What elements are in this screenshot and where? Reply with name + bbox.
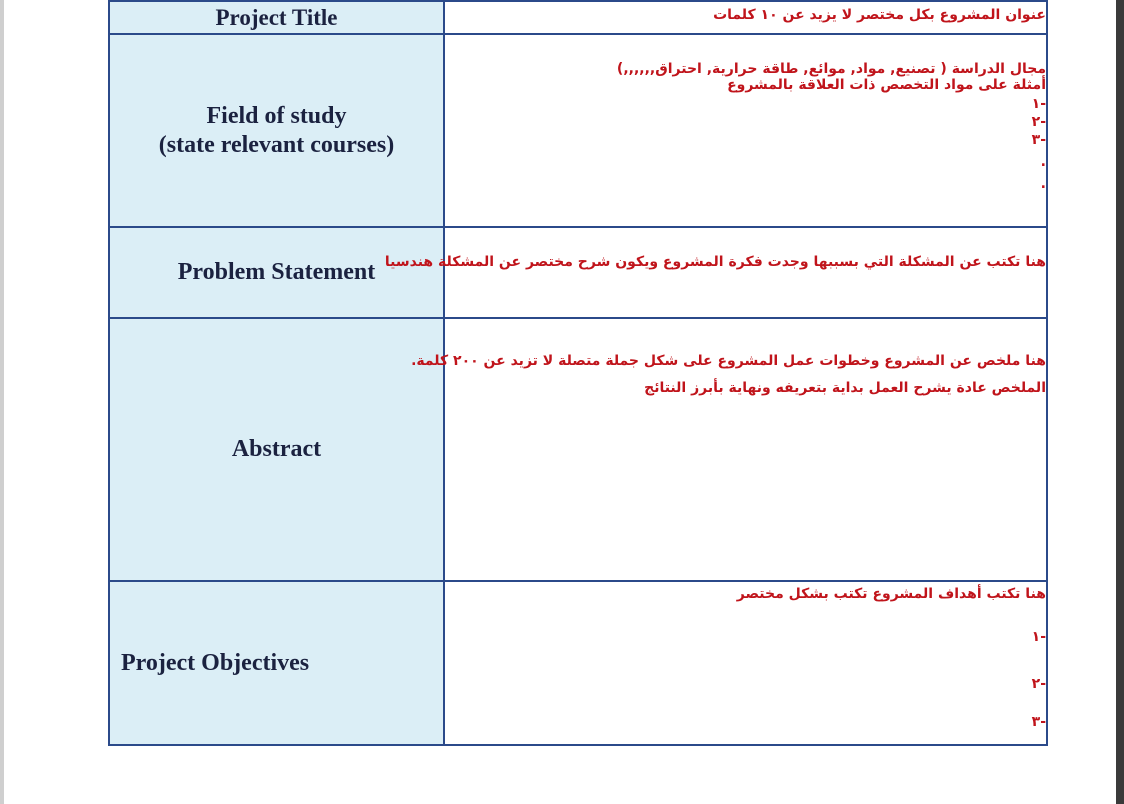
field-of-study-field[interactable] xyxy=(444,34,1047,227)
field-of-study-item-4: . xyxy=(1040,154,1046,170)
page-left-edge xyxy=(0,0,4,804)
project-title-hint: عنوان المشروع بكل مختصر لا يزيد عن ١٠ كلمات xyxy=(713,7,1046,23)
project-objectives-item-2: -٢ xyxy=(1031,676,1046,692)
project-objectives-item-3: -٣ xyxy=(1031,714,1046,730)
field-of-study-hint-line-1: مجال الدراسة ( تصنيع, مواد, موائع, طاقة حرارية, احتراق,,,,,,) xyxy=(616,61,1046,77)
field-of-study-item-5: . xyxy=(1040,176,1046,192)
abstract-hint-line-2: الملخص عادة يشرح العمل بداية بتعريفه ونهاية بأبرز النتائج xyxy=(644,380,1046,396)
field-of-study-label-line-2: (state relevant courses) xyxy=(158,131,395,158)
field-of-study-item-1: -١ xyxy=(1031,96,1046,112)
project-title-label xyxy=(109,1,444,34)
problem-statement-field[interactable] xyxy=(384,227,1047,318)
page-right-edge xyxy=(1116,0,1124,804)
project-objectives-hint: هنا تكتب أهداف المشروع تكتب بشكل مختصر xyxy=(736,586,1046,602)
field-of-study-label xyxy=(109,34,444,227)
problem-statement-hint: هنا تكتب عن المشكلة التي بسببها وجدت فكرة المشروع ويكون شرح مختصر عن المشكلة هندسيا xyxy=(384,254,1046,270)
row-problem-statement xyxy=(109,227,1047,318)
project-objectives-field[interactable] xyxy=(444,581,1047,745)
row-project-title xyxy=(109,1,1047,34)
field-of-study-label-line-1: Field of study xyxy=(206,102,347,129)
abstract-label xyxy=(109,318,444,581)
row-project-objectives xyxy=(109,581,1047,745)
project-objectives-item-1: -١ xyxy=(1031,629,1046,645)
abstract-hint-line-1: هنا ملخص عن المشروع وخطوات عمل المشروع على شكل جملة متصلة لا تزيد عن ٢٠٠ كلمة. xyxy=(411,353,1046,369)
row-abstract xyxy=(109,318,1047,581)
project-form-table xyxy=(108,0,1048,746)
problem-statement-label xyxy=(109,227,444,318)
project-title-label-text: Project Title xyxy=(215,5,338,30)
abstract-field[interactable] xyxy=(411,318,1047,581)
project-objectives-label-text: Project Objectives xyxy=(121,649,310,676)
field-of-study-item-3: -٣ xyxy=(1031,132,1046,148)
project-objectives-label xyxy=(109,581,444,745)
abstract-label-text: Abstract xyxy=(231,436,322,462)
field-of-study-item-2: -٢ xyxy=(1031,114,1046,130)
row-field-of-study xyxy=(109,34,1047,227)
problem-statement-label-text: Problem Statement xyxy=(177,259,376,285)
field-of-study-hint-line-2: أمثلة على مواد التخصص ذات العلاقة بالمشروع xyxy=(727,77,1046,93)
project-title-field[interactable] xyxy=(444,1,1047,34)
